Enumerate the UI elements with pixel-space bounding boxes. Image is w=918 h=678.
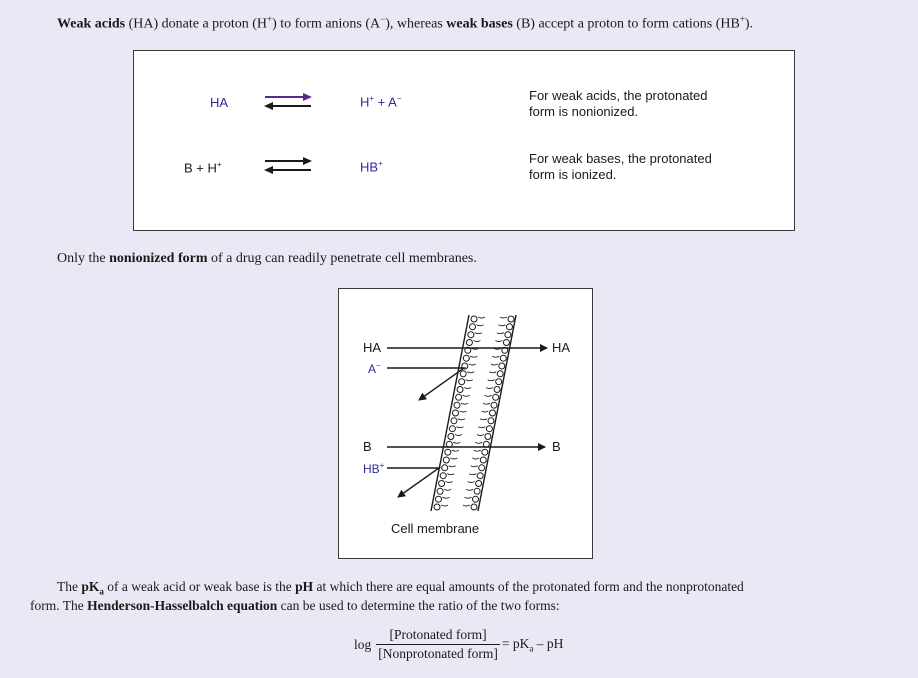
pka-paragraph-line2: form. The Henderson-Hasselbalch equation can be used to determine the ratio of the two forms:: [30, 598, 560, 613]
acid-note: For weak acids, the protonated form is nonionized.: [529, 88, 708, 119]
lipid-head: [494, 387, 500, 393]
weak-acids-term: Weak acids: [57, 16, 126, 32]
lipid-tail: [472, 458, 479, 459]
lipid-tail: [471, 466, 478, 467]
lipid-head: [437, 488, 443, 494]
lipid-tail: [465, 497, 472, 498]
lipid-head: [486, 426, 492, 432]
lipid-tail: [483, 403, 490, 404]
lipid-head: [476, 481, 482, 487]
lipid-tail: [458, 419, 465, 420]
lipid-tail: [468, 482, 475, 483]
lipid-tail: [466, 380, 473, 381]
lipid-tail: [464, 388, 471, 389]
b-left-label: B: [363, 439, 372, 454]
lipid-tail: [470, 356, 477, 357]
lipid-head: [488, 418, 494, 424]
lipid-head: [436, 496, 442, 502]
lipid-head: [496, 379, 502, 385]
base-note: For weak bases, the protonated form is ionized.: [529, 151, 712, 182]
lipid-head: [456, 394, 462, 400]
lipid-head: [460, 371, 466, 377]
a-minus-label: A−: [368, 361, 381, 376]
lipid-head: [457, 387, 463, 393]
lipid-head: [491, 402, 497, 408]
lipid-tail: [499, 325, 506, 326]
acid-right-species: H+ + A−: [360, 94, 402, 110]
lipid-tail: [447, 474, 454, 475]
lipid-head: [468, 332, 474, 338]
lipid-tail: [497, 333, 504, 334]
lipid-head: [493, 394, 499, 400]
a-minus-arrow: [387, 368, 464, 400]
lipid-head: [485, 434, 491, 440]
lipid-head: [449, 426, 455, 432]
lipid-head: [453, 410, 459, 416]
lipid-head: [507, 324, 513, 330]
lipid-head: [448, 434, 454, 440]
lipid-tail: [478, 427, 485, 428]
lipid-tail: [473, 341, 480, 342]
lipid-head: [477, 473, 483, 479]
lipid-tail: [482, 411, 489, 412]
base-left-species: B + H+: [184, 160, 222, 176]
lipid-head: [503, 340, 509, 346]
membrane-sentence: Only the nonionized form of a drug can readily penetrate cell membranes.: [57, 251, 477, 266]
lipid-tail: [486, 388, 493, 389]
b-right-label: B: [552, 439, 561, 454]
lipid-head: [434, 504, 440, 510]
lipid-tail: [450, 458, 457, 459]
cell-membrane-caption: Cell membrane: [391, 521, 480, 536]
lipid-head: [454, 402, 460, 408]
lipid-head: [471, 316, 477, 322]
pka-paragraph-line1: The $pK_a$ of a weak acid or weak base is the pH at which there are equal amounts of the protonated form and the nonprotonated: [57, 579, 744, 597]
lipid-tail: [466, 489, 473, 490]
acid-left-species: HA: [210, 95, 229, 110]
intro-sentence: Weak acids (HA) donate a proton (H+) to form anions (A−), whereas weak bases (B) accept a proton to form cations (HB+).: [57, 14, 754, 32]
lipid-tail: [475, 442, 482, 443]
lipid-head: [445, 449, 451, 455]
equation-numerator: [Protonated form]: [389, 627, 487, 642]
base-equilibrium-arrows: [262, 155, 314, 177]
lipid-head: [470, 324, 476, 330]
equation-rhs: = $pK_a$ – pH: [501, 635, 564, 654]
lipid-head: [439, 481, 445, 487]
lipid-head: [500, 355, 506, 361]
lipid-tail: [474, 450, 481, 451]
lipid-tail: [446, 482, 453, 483]
lipid-tail: [489, 372, 496, 373]
henderson-hasselbalch-equation: [354, 627, 563, 662]
lipid-tail: [463, 505, 470, 506]
lipid-tail: [477, 435, 484, 436]
lipid-tail: [453, 442, 460, 443]
lipid-tail: [452, 450, 459, 451]
lipid-tail: [469, 474, 476, 475]
equation-denominator: [Nonprotonated form]: [378, 646, 498, 661]
equation-log: log: [354, 636, 372, 652]
equilibria-box: [133, 50, 795, 231]
lipid-tail: [456, 427, 463, 428]
lipid-tail: [469, 364, 476, 365]
lipid-head: [482, 449, 488, 455]
lipid-bilayer: [431, 315, 516, 511]
lipid-head: [479, 465, 485, 471]
lipid-tail: [455, 435, 462, 436]
lipid-tail: [449, 466, 456, 467]
lipid-tail: [500, 317, 507, 318]
membrane-diagram: [339, 289, 592, 558]
lipid-tail: [485, 395, 492, 396]
lipid-head: [459, 379, 465, 385]
lipid-head: [463, 355, 469, 361]
lipid-tail: [443, 497, 450, 498]
equation-fraction: [376, 627, 500, 662]
lipid-tail: [460, 411, 467, 412]
base-right-species: HB+: [360, 159, 383, 175]
lipid-tail: [480, 419, 487, 420]
hb-plus-arrow: [387, 468, 439, 497]
lipid-head: [443, 457, 449, 463]
lipid-head: [474, 488, 480, 494]
ha-right-label: HA: [552, 340, 571, 355]
lipid-tail: [478, 317, 485, 318]
lipid-tail: [477, 325, 484, 326]
lipid-tail: [467, 372, 474, 373]
lipid-head: [451, 418, 457, 424]
lipid-head: [497, 371, 503, 377]
weak-bases-term: weak bases: [446, 16, 513, 32]
lipid-head: [508, 316, 514, 322]
lipid-head: [471, 504, 477, 510]
ha-left-label: HA: [363, 340, 382, 355]
lipid-head: [505, 332, 511, 338]
hb-plus-label: HB+: [363, 461, 385, 476]
lipid-head: [473, 496, 479, 502]
lipid-tail: [492, 356, 499, 357]
lipid-head: [466, 340, 472, 346]
lipid-head: [440, 473, 446, 479]
lipid-head: [442, 465, 448, 471]
membrane-diagram-box: [338, 288, 593, 559]
lipid-tail: [444, 489, 451, 490]
lipid-tail: [461, 403, 468, 404]
lipid-tail: [491, 364, 498, 365]
acid-equilibrium-arrows: [262, 91, 314, 113]
lipid-tail: [463, 395, 470, 396]
lipid-tail: [475, 333, 482, 334]
lipid-tail: [488, 380, 495, 381]
lipid-head: [490, 410, 496, 416]
lipid-tail: [441, 505, 448, 506]
lipid-tail: [495, 341, 502, 342]
lipid-head: [499, 363, 505, 369]
lipid-head: [480, 457, 486, 463]
